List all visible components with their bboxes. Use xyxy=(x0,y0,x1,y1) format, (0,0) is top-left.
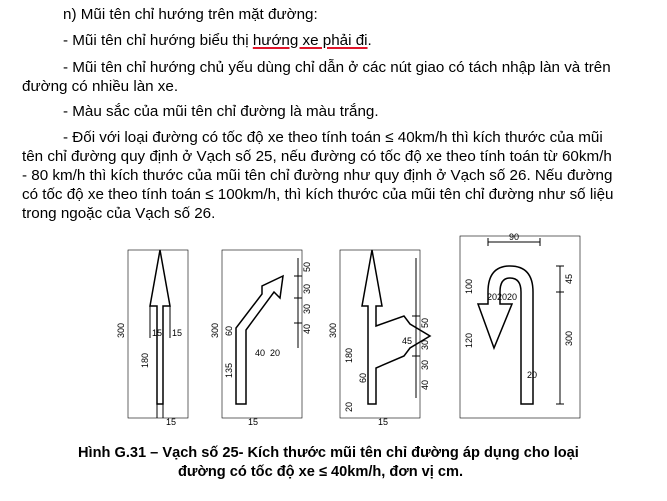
straight-arrow-shape xyxy=(150,250,170,404)
d3-label-a: 180 xyxy=(344,347,354,363)
d2-base-label: 15 xyxy=(248,417,259,427)
d4-label-c: 20 xyxy=(487,292,498,302)
paragraph-3: - Màu sắc của mũi tên chỉ đường là màu trắng. xyxy=(63,103,379,120)
d1-height-label: 300 xyxy=(116,322,126,338)
paragraph-1-text: - Mũi tên chỉ hướng biểu thị xyxy=(63,32,253,49)
turn-arrow-shape xyxy=(236,276,283,404)
d4-label-d: 20 xyxy=(497,292,508,302)
figure-caption-line-1: Hình G.31 – Vạch số 25- Kích thước mũi tên chỉ đường áp dụng cho loại xyxy=(78,445,579,461)
d2-label-g: 30 xyxy=(302,303,312,314)
d2-label-d: 20 xyxy=(270,348,281,358)
paragraph-4-line-3: - 80 km/h thì kích thước của mũi tên chỉ đường như quy định ở Vạch số 26. Nếu đường xyxy=(22,167,613,184)
d2-label-e: 50 xyxy=(302,261,312,272)
d3-label-d: 45 xyxy=(402,336,413,346)
d4-label-g: 300 xyxy=(564,330,574,346)
d4-label-i: 20 xyxy=(527,370,538,380)
d3-label-f: 30 xyxy=(420,339,430,350)
d4-label-a: 45 xyxy=(564,273,574,284)
paragraph-4-line-2: tên chỉ đường quy định ở Vạch số 25, nếu đường có tốc độ xe theo tính toán từ 60km/h xyxy=(22,148,612,165)
section-heading: n) Mũi tên chỉ hướng trên mặt đường: xyxy=(63,6,318,23)
paragraph-1 xyxy=(63,31,372,50)
d4-width-label: 90 xyxy=(508,232,520,242)
paragraph-1-end: . xyxy=(367,32,372,49)
d3-label-g: 30 xyxy=(420,359,430,370)
paragraph-4-line-1: - Đối với loại đường có tốc độ xe theo tính toán ≤ 40km/h thì kích thước của mũi xyxy=(63,129,603,146)
u-turn-arrow-shape xyxy=(478,266,533,404)
d2-label-i: 40 xyxy=(302,323,312,334)
paragraph-2-line-1: - Mũi tên chỉ hướng chủ yếu dùng chỉ dẫn ở các nút giao có tách nhập làn và trên xyxy=(63,59,611,76)
arrow-dimension-figure xyxy=(0,228,667,430)
d2-height-label: 300 xyxy=(210,322,220,338)
paragraph-4-line-5: trong ngoặc của Vạch số 26. xyxy=(22,205,216,222)
d3-base-label: 15 xyxy=(378,417,389,427)
d3-label-e: 50 xyxy=(420,317,430,328)
d1-left-label: 15 xyxy=(152,328,163,338)
d3-label-b: 60 xyxy=(358,372,368,383)
d1-shaft-label: 180 xyxy=(140,352,150,368)
d4-label-e: 20 xyxy=(507,292,518,302)
d2-label-a: 60 xyxy=(224,325,234,336)
d1-right-label: 15 xyxy=(172,328,183,338)
figure-caption-line-2: đường có tốc độ xe ≤ 40km/h, đơn vị cm. xyxy=(178,464,464,480)
d3-height-label: 300 xyxy=(328,322,338,338)
d2-label-b: 135 xyxy=(224,362,234,378)
d2-label-f: 30 xyxy=(302,283,312,294)
d3-label-c: 20 xyxy=(344,401,354,412)
d1-base-label: 15 xyxy=(166,417,177,427)
paragraph-2-line-2: đường có nhiều làn xe. xyxy=(22,78,179,95)
d4-label-b: 100 xyxy=(464,278,474,294)
d4-label-f: 120 xyxy=(464,332,474,348)
d3-label-i: 40 xyxy=(420,379,430,390)
highlighted-phrase: hướng xe phải đi xyxy=(252,32,368,49)
paragraph-4-line-4: có tốc độ xe theo tính toán ≤ 100km/h, thì kích thước của mũi tên chỉ đường như số liệu xyxy=(22,186,614,203)
d2-label-c: 40 xyxy=(255,348,266,358)
